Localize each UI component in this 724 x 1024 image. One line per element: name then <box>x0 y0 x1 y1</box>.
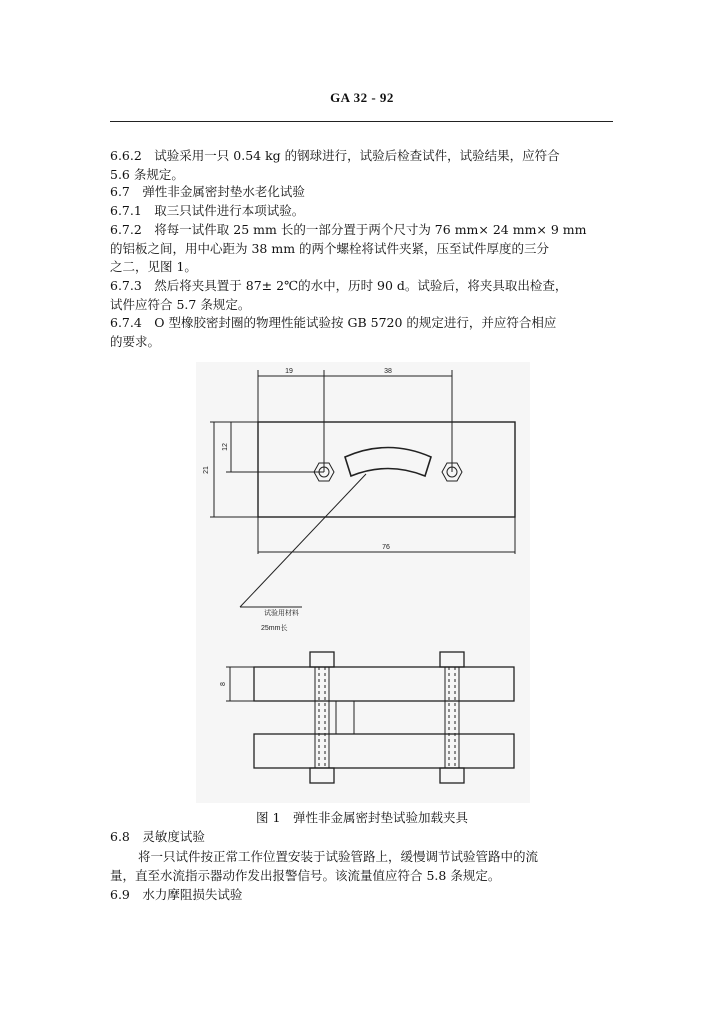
clause-6-6-2 <box>110 147 613 184</box>
clause-6-8-heading <box>110 828 613 847</box>
text-line: 6.7.1 取三只试件进行本项试验。 <box>110 203 305 218</box>
clause-6-7-heading <box>110 183 613 202</box>
clause-6-7-4 <box>110 314 613 351</box>
text-line: 量，直至水流指示器动作发出报警信号。该流量值应符合 5.8 条规定。 <box>110 867 501 883</box>
specimen-length-label: 25mm长 <box>261 625 288 632</box>
header-rule <box>110 121 613 122</box>
text-line: 6.7.3 然后将夹具置于 87± 2℃的水中，历时 90 d。试验后，将夹具取出检查， <box>110 278 568 293</box>
figure-caption: 图 1 弹性非金属密封垫试验加载夹具 <box>256 810 468 825</box>
text-line: 6.7.2 将每一试件取 25 mm 长的一部分置于两个尺寸为 76 mm× 24 mm× 9 mm <box>110 222 587 237</box>
dim-label-76: 76 <box>382 544 390 551</box>
dim-label-19: 19 <box>285 368 293 375</box>
text-span: 将一只试件按正常工作位置安装于试验管路上，缓慢调节试验管路中的流 <box>138 849 539 864</box>
dim-label-21: 21 <box>203 466 210 474</box>
dim-label-12: 12 <box>222 443 229 451</box>
figure-1-drawing <box>196 362 530 803</box>
clause-6-7-1 <box>110 202 613 221</box>
text-line: 的铝板之间，用中心距为 38 mm 的两个螺栓将试件夹紧，压至试件厚度的三分 <box>110 240 550 256</box>
section-heading: 6.7 弹性非金属密封垫水老化试验 <box>110 184 305 199</box>
dim-label-38: 38 <box>384 368 392 375</box>
figure-background <box>196 362 530 803</box>
clause-6-9-heading <box>110 886 613 905</box>
text-line <box>110 848 613 867</box>
text-line: 试件应符合 5.7 条规定。 <box>110 296 251 312</box>
clause-6-7-2 <box>110 221 613 277</box>
section-heading: 6.8 灵敏度试验 <box>110 829 205 844</box>
clause-6-8-body <box>110 848 613 885</box>
clause-6-7-3 <box>110 277 613 314</box>
text-line: 5.6 条规定。 <box>110 166 184 182</box>
document-header: GA 32 - 92 <box>330 90 394 105</box>
text-line: 的要求。 <box>110 333 161 349</box>
specimen-label: 试验用材料 <box>264 610 299 617</box>
dim-label-8: 8 <box>220 682 227 686</box>
section-heading: 6.9 水力摩阻损失试验 <box>110 887 243 902</box>
text-line: 6.6.2 试验采用一只 0.54 kg 的钢球进行，试验后检查试件，试验结果，应符合 <box>110 148 560 163</box>
text-line: 6.7.4 O 型橡胶密封圈的物理性能试验按 GB 5720 的规定进行，并应符合相应 <box>110 315 557 330</box>
text-line: 之二，见图 1。 <box>110 259 197 274</box>
